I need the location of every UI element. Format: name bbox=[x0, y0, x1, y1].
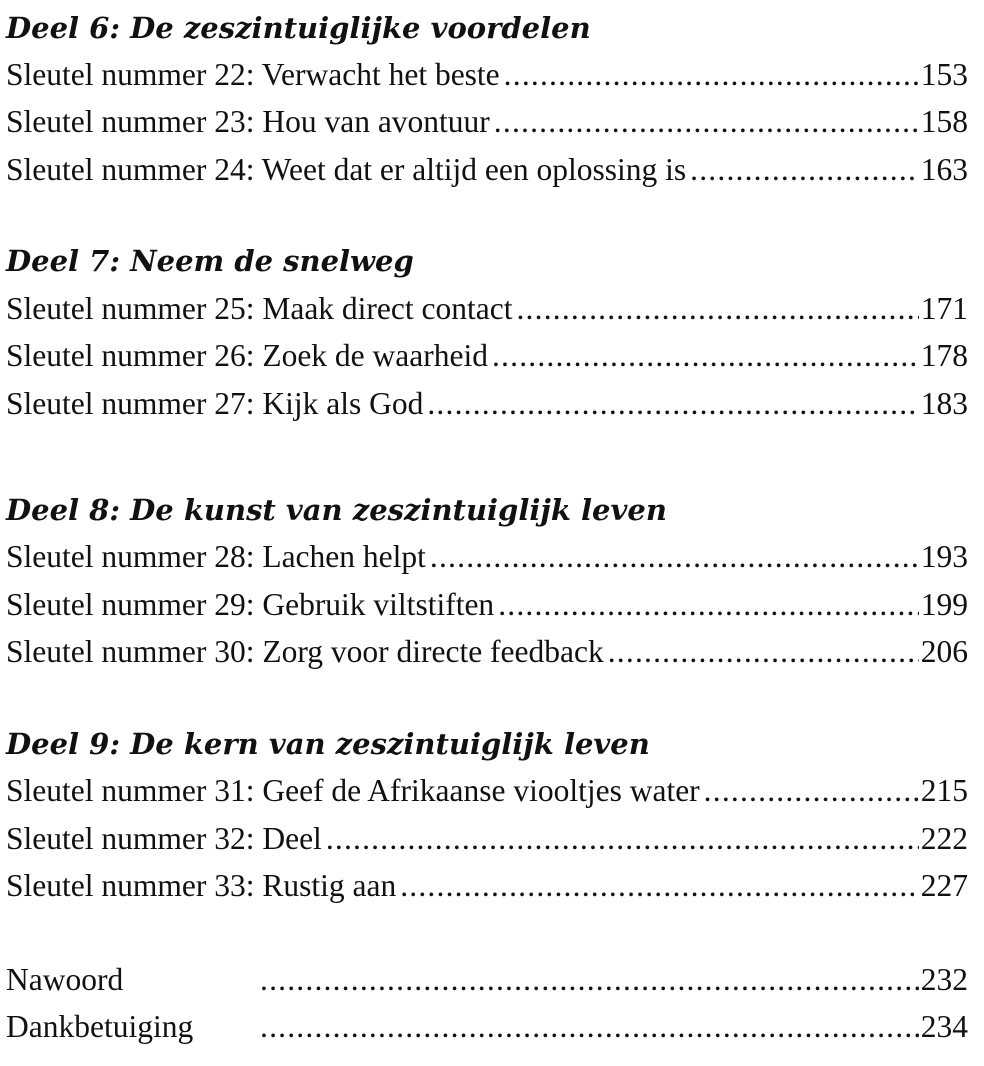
toc-entry bbox=[6, 384, 968, 424]
entry-page-number: 171 bbox=[920, 291, 968, 326]
entry-title: Sleutel nummer 26: Zoek de waarheid bbox=[6, 338, 488, 373]
entry-title: Dankbetuiging bbox=[6, 1009, 194, 1044]
toc-entry-nawoord bbox=[6, 960, 968, 1000]
toc-entry bbox=[6, 55, 968, 95]
entry-title: Sleutel nummer 25: Maak direct contact bbox=[6, 291, 513, 326]
section-heading: Deel 8: De kunst van zeszintuiglijk leven bbox=[6, 493, 667, 527]
entry-page-number: 178 bbox=[920, 338, 968, 373]
dot-leader bbox=[427, 384, 918, 424]
entry-title: Sleutel nummer 27: Kijk als God bbox=[6, 386, 424, 421]
toc-entry bbox=[6, 585, 968, 625]
toc-entry bbox=[6, 289, 968, 329]
entry-page-number: 158 bbox=[920, 104, 968, 139]
toc-entry-dankbetuiging bbox=[6, 1007, 968, 1047]
dot-leader bbox=[498, 585, 919, 625]
entry-page-number: 199 bbox=[920, 587, 968, 622]
entry-title: Sleutel nummer 29: Gebruik viltstiften bbox=[6, 587, 495, 622]
dot-leader bbox=[260, 1007, 919, 1047]
dot-leader bbox=[504, 55, 919, 95]
entry-title: Sleutel nummer 30: Zorg voor directe feedback bbox=[6, 634, 604, 669]
toc-entry bbox=[6, 102, 968, 142]
section-heading: Deel 9: De kern van zeszintuiglijk leven bbox=[6, 727, 650, 761]
entry-page-number: 193 bbox=[920, 539, 968, 574]
entry-title: Sleutel nummer 23: Hou van avontuur bbox=[6, 104, 490, 139]
entry-page-number: 222 bbox=[920, 821, 968, 856]
dot-leader bbox=[260, 960, 919, 1000]
section-heading: Deel 6: De zeszintuiglijke voordelen bbox=[6, 11, 591, 45]
entry-page-number: 183 bbox=[920, 386, 968, 421]
section-heading: Deel 7: Neem de snelweg bbox=[6, 244, 414, 278]
entry-page-number: 163 bbox=[920, 152, 968, 187]
dot-leader bbox=[608, 632, 919, 672]
entry-title: Sleutel nummer 28: Lachen helpt bbox=[6, 539, 426, 574]
toc-entry bbox=[6, 819, 968, 859]
entry-title: Nawoord bbox=[6, 962, 124, 997]
entry-title: Sleutel nummer 32: Deel bbox=[6, 821, 322, 856]
entry-title: Sleutel nummer 31: Geef de Afrikaanse viooltjes water bbox=[6, 773, 700, 808]
toc-entry bbox=[6, 336, 968, 376]
dot-leader bbox=[430, 537, 919, 577]
dot-leader bbox=[690, 150, 919, 190]
dot-leader bbox=[400, 866, 919, 906]
toc-entry bbox=[6, 866, 968, 906]
dot-leader bbox=[704, 771, 919, 811]
dot-leader bbox=[494, 102, 919, 142]
entry-page-number: 153 bbox=[920, 57, 968, 92]
toc-entry bbox=[6, 537, 968, 577]
dot-leader bbox=[492, 336, 919, 376]
entry-page-number: 215 bbox=[920, 773, 968, 808]
toc-entry bbox=[6, 150, 968, 190]
dot-leader bbox=[326, 819, 919, 859]
dot-leader bbox=[516, 289, 918, 329]
entry-title: Sleutel nummer 22: Verwacht het beste bbox=[6, 57, 500, 92]
entry-page-number: 227 bbox=[920, 868, 968, 903]
entry-page-number: 234 bbox=[920, 1009, 968, 1044]
entry-page-number: 206 bbox=[920, 634, 968, 669]
entry-title: Sleutel nummer 24: Weet dat er altijd een oplossing is bbox=[6, 152, 687, 187]
toc-entry bbox=[6, 632, 968, 672]
entry-title: Sleutel nummer 33: Rustig aan bbox=[6, 868, 397, 903]
entry-page-number: 232 bbox=[920, 962, 968, 997]
toc-entry bbox=[6, 771, 968, 811]
